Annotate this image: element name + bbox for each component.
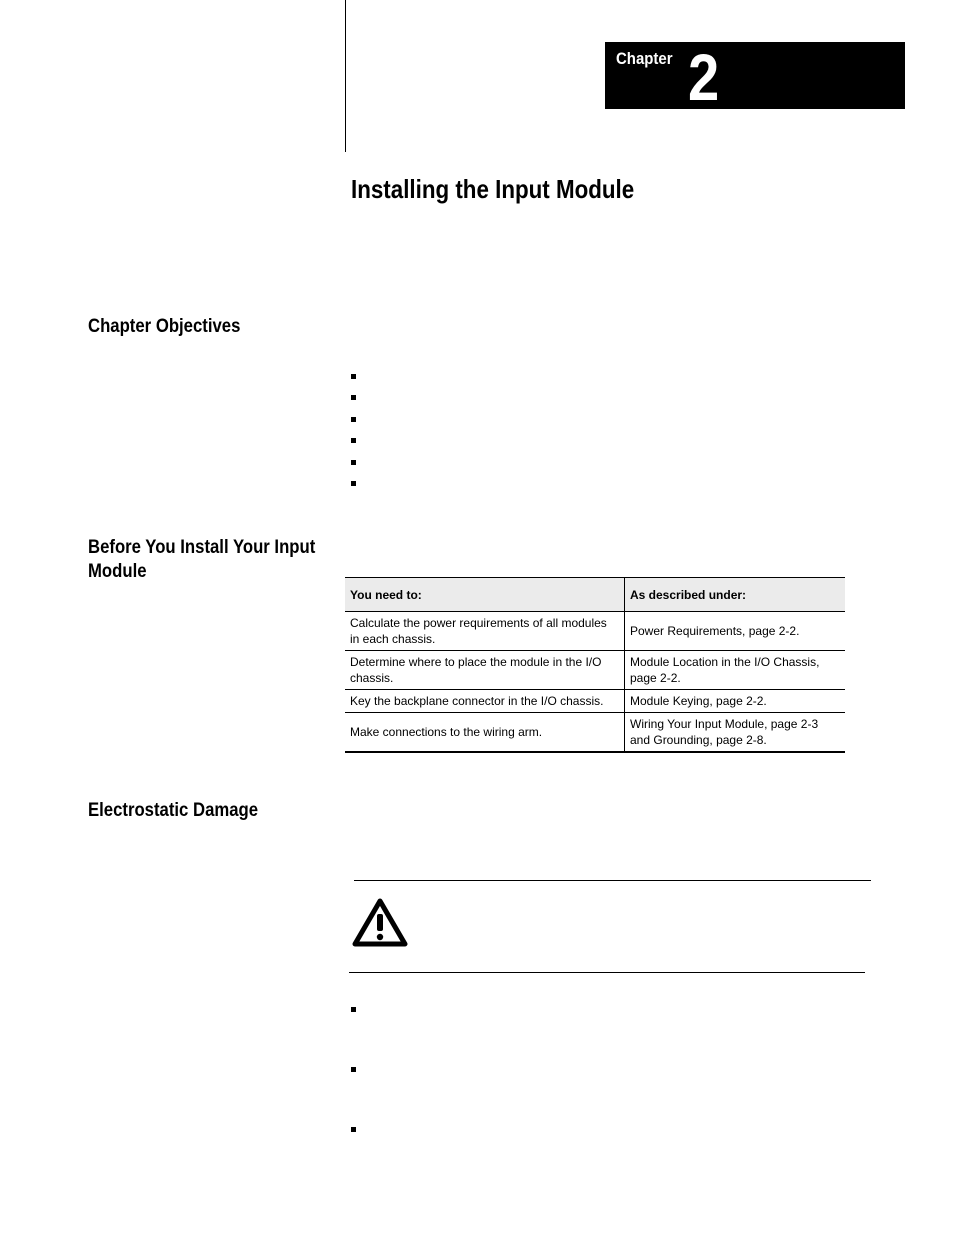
warning-top-rule: [354, 880, 871, 881]
warning-bottom-rule: [349, 972, 865, 973]
table-cell: Module Location in the I/O Chassis, page 2-2.: [625, 651, 846, 690]
install-steps-table: [345, 577, 845, 753]
heading-chapter-objectives: Chapter Objectives: [88, 316, 241, 337]
list-bullet: [351, 374, 356, 379]
column-header: You need to:: [345, 578, 625, 612]
table-cell: Key the backplane connector in the I/O chassis.: [345, 690, 625, 713]
page-title: Installing the Input Module: [351, 174, 635, 204]
margin-rule: [345, 0, 346, 152]
table-row: [345, 651, 845, 690]
list-bullet: [351, 438, 356, 443]
list-bullet: [351, 417, 356, 422]
list-bullet: [351, 481, 356, 486]
list-bullet: [351, 395, 356, 400]
table-cell: Calculate the power requirements of all modules in each chassis.: [345, 612, 625, 651]
list-bullet: [351, 1067, 356, 1072]
warning-triangle-icon: [352, 898, 408, 948]
chapter-badge: [605, 40, 905, 114]
list-bullet: [351, 1007, 356, 1012]
table-cell: Determine where to place the module in the I/O chassis.: [345, 651, 625, 690]
chapter-label: Chapter: [616, 49, 673, 68]
table-cell: Module Keying, page 2-2.: [625, 690, 846, 713]
table-cell: Power Requirements, page 2-2.: [625, 612, 846, 651]
table-cell: Wiring Your Input Module, page 2-3 and Grounding, page 2-8.: [625, 713, 846, 753]
heading-electrostatic-damage: Electrostatic Damage: [88, 800, 259, 821]
table-row: [345, 690, 845, 713]
column-header: As described under:: [625, 578, 846, 612]
chapter-number: 2: [688, 40, 720, 114]
heading-before-install: Before You Install Your Input Module: [88, 537, 316, 582]
table-cell: Make connections to the wiring arm.: [345, 713, 625, 753]
list-bullet: [351, 1127, 356, 1132]
table-row: [345, 612, 845, 651]
table-row: [345, 713, 845, 753]
table-header-row: [345, 578, 845, 612]
list-bullet: [351, 460, 356, 465]
